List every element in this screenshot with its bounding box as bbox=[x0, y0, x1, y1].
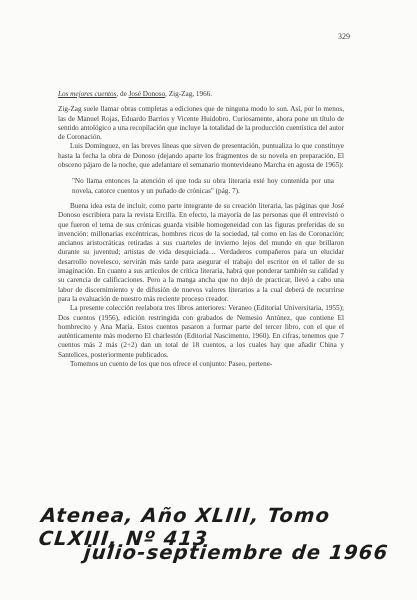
paragraph-2: Luis Domínguez, en las breves líneas que sirven de presentación, puntualiza lo que constituye hasta la fecha la obra de Donoso (dejando aparte los fragmentos de su novela en preparación, El obsceno pájaro de la noche, que adelantare el semanario montevideano Marcha en agosta de 1965): bbox=[58, 142, 344, 170]
block-quote: "No llama entonces la atención el que toda su obra literaria esté hoy contenida por una novela, catorce cuentos y un puñado de crónicas" (pág. 7). bbox=[72, 177, 334, 195]
paragraph-5: Tomemos un cuento de los que nos ofrece el conjunto: Paseo, pertene- bbox=[70, 360, 273, 369]
review-body bbox=[58, 90, 344, 369]
heading-publisher: , Zig-Zag, 1966. bbox=[165, 90, 213, 98]
handwritten-citation-line-1: Atenea, Año XLIII, Tomo CLXIII, Nº 413 bbox=[37, 504, 332, 550]
paragraph-4: La presente colección reelabora tres libros anteriores: Veraneo (Editorial Universitaria, 1955); Dos cuentos (1956), edición restringida con grabados de Nemesio Antúnez, que contiene El hombrecito y Ana María. Estos cuentos pasaron a formar parte del tercer libro, con el que el auténticamente más moderno El charlestón (Editorial Nascimento, 1960). En cifras, tenemos que 7 cuentos más 2 más (2+2) dan un total de 18 cuentos, a los cuales hay que añadir China y Santelices, posteriormente publicados. bbox=[58, 304, 344, 359]
heading-sep-1: , de bbox=[116, 90, 129, 98]
handwritten-citation-line-2: julio-septiembre de 1966 bbox=[82, 541, 390, 564]
paragraph-1: Zig-Zag suele llamar obras completas a ediciones que de ninguna modo lo son. Así, por lo menos, las de Manuel Rojas, Eduardo Barrios y Vicente Huidobro. Curiosamente, ahora pone un título de sentido antológico a una recopilación que incluye la totalidad de la producción cuentística del autor de Coronación. bbox=[58, 105, 344, 142]
page-number: 329 bbox=[338, 32, 350, 41]
review-heading bbox=[58, 90, 344, 99]
book-title: Los mejores cuentos bbox=[58, 90, 117, 98]
paragraph-3: Buena idea esta de incluir, como parte integrante de su creación literaria, las páginas que José Donoso escribiera para la revista Ercilla. En efecto, la mayoría de las personas que él entrevistó o que fueron el tema de sus crónicas guarda visible homogeneidad con las figuras preferidas de su invención: millonarias excéntricas, hombres ricos de la sociedad, tal como en las de Coronación; ancianos aristocráticas retiradas a sus cuarteles de invierno lejos del mundo en que brillaron durante su juventud; artistas de vida desquiciada… Verdaderos compañeros para un elucidar desarrollo novelesco, servirán más tarde para asegurar el trabajo del escritor en el taller de su imaginación. En cuanto a sus artículos de crítica literaria, habrá que ponderar también su calidad y su carencia de calificaciones. Pero a la manga ancha que no dejó de practicar, llevó a cabo una labor de discernimiento y de difusión de nuevos valores literarios a la cual deberá de recurrirse para la evaluación de nuestro más reciente proceso creador. bbox=[58, 201, 344, 303]
book-author: José Donoso bbox=[128, 90, 166, 98]
